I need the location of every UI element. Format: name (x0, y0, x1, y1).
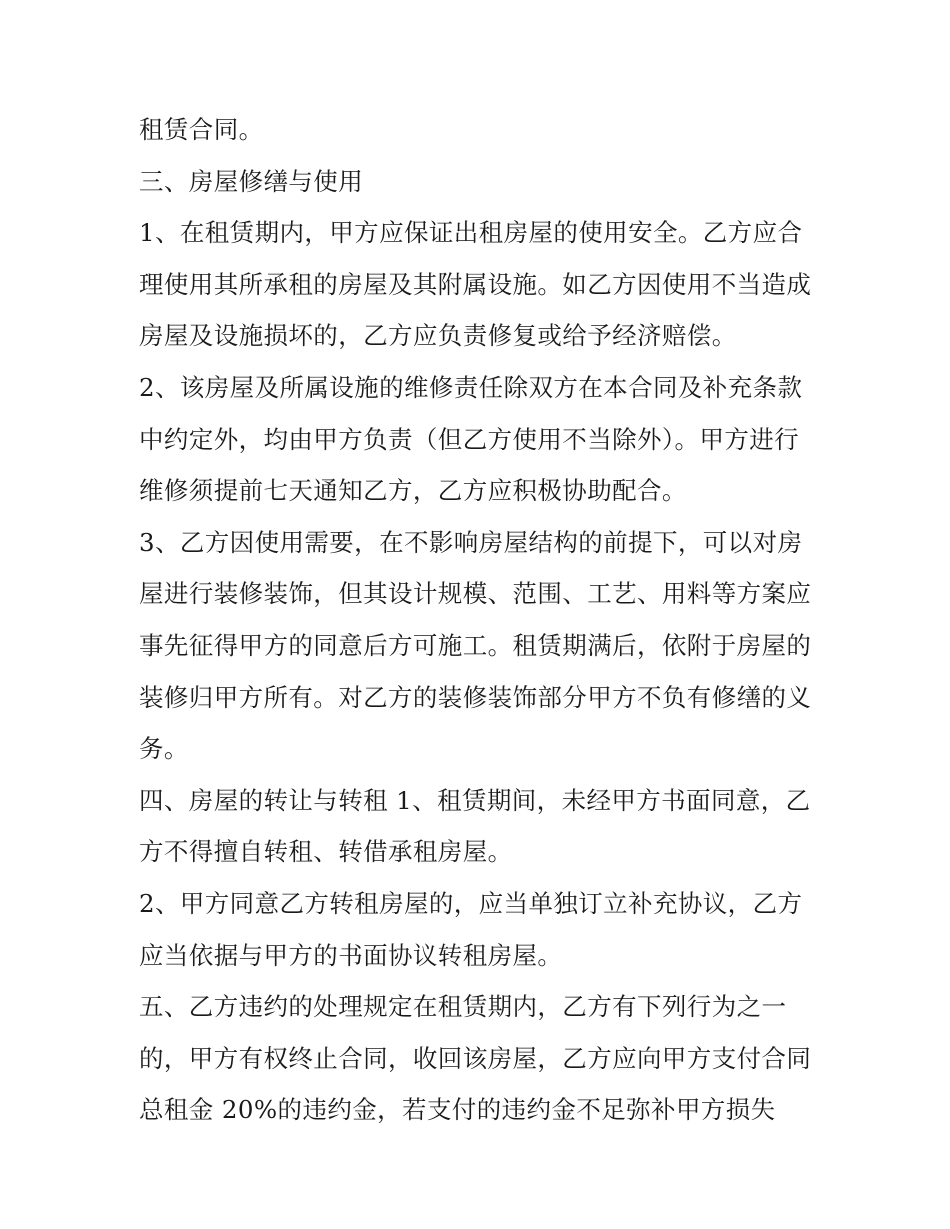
text-line: 中约定外，均由甲方负责（但乙方使用不当除外）。甲方进行 (139, 424, 800, 454)
section-heading: 三、房屋修缮与使用 (139, 166, 364, 196)
text-line: 装修归甲方所有。对乙方的装修装饰部分甲方不负有修缮的义 (139, 682, 812, 712)
text-line: 务。 (139, 734, 189, 764)
text-line: 总租金 20%的违约金，若支付的违约金不足弥补甲方损失 (139, 1095, 776, 1125)
text-line: 2、该房屋及所属设施的维修责任除双方在本合同及补充条款 (139, 372, 803, 402)
text-line: 1、在租赁期内，甲方应保证出租房屋的使用安全。乙方应合 (139, 218, 803, 248)
text-line: 方不得擅自转租、转借承租房屋。 (139, 837, 513, 867)
text-line: 屋进行装修装饰，但其设计规模、范围、工艺、用料等方案应 (139, 579, 812, 609)
section-heading: 四、房屋的转让与转租 1、租赁期间，未经甲方书面同意，乙 (139, 785, 811, 815)
text-line: 3、乙方因使用需要，在不影响房屋结构的前提下，可以对房 (139, 527, 803, 557)
document-body (139, 104, 819, 1136)
text-line: 理使用其所承租的房屋及其附属设施。如乙方因使用不当造成 (139, 269, 812, 299)
text-line: 事先征得甲方的同意后方可施工。租赁期满后，依附于房屋的 (139, 630, 812, 660)
text-line: 2、甲方同意乙方转租房屋的，应当单独订立补充协议，乙方 (139, 888, 803, 918)
text-line: 应当依据与甲方的书面协议转租房屋。 (139, 940, 563, 970)
text-line: 维修须提前七天通知乙方，乙方应积极协助配合。 (139, 476, 687, 506)
text-line: 租赁合同。 (139, 115, 264, 144)
text-line: 房屋及设施损坏的，乙方应负责修复或给予经济赔偿。 (139, 321, 737, 351)
text-line: 的，甲方有权终止合同，收回该房屋，乙方应向甲方支付合同 (139, 1043, 812, 1073)
section-heading: 五、乙方违约的处理规定在租赁期内，乙方有下列行为之一 (139, 992, 787, 1022)
